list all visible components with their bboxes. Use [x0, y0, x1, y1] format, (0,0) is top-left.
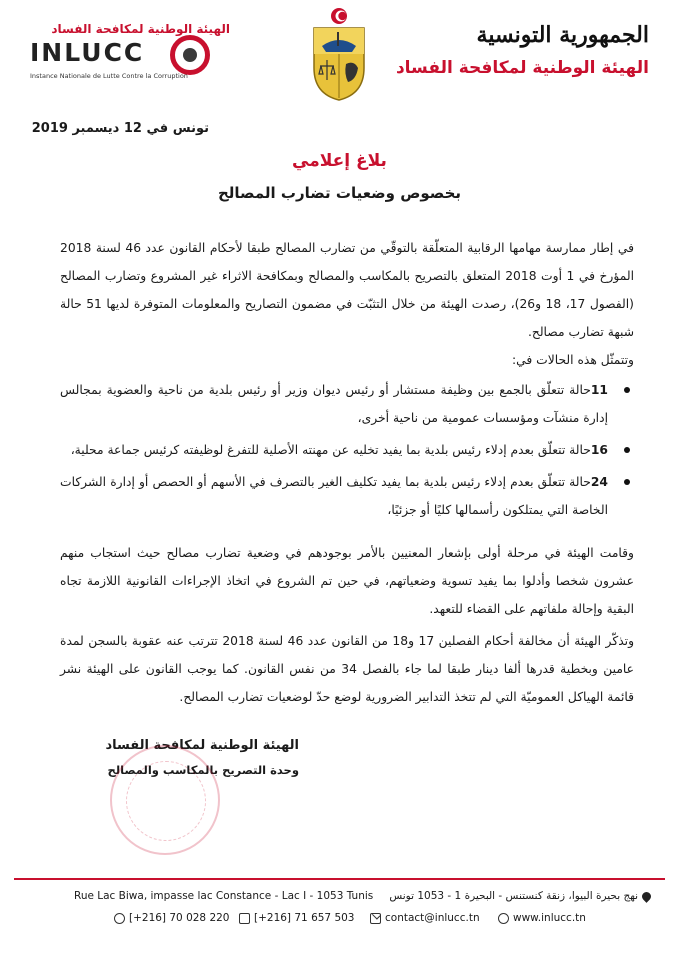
document-title: بلاغ إعلامي — [292, 151, 387, 171]
letterhead — [0, 0, 679, 115]
phone-primary — [114, 912, 230, 924]
logo-french-name: Instance Nationale de Lutte Contre la Corruption — [30, 72, 188, 80]
location-pin-icon — [640, 890, 653, 903]
cases-list — [60, 376, 634, 528]
coat-of-arms-icon — [308, 6, 370, 102]
address-french: Rue Lac Biwa, impasse lac Constance - Lac I - 1053 Tunis — [74, 890, 374, 902]
signature-authority: الهيئة الوطنية لمكافحة الفساد — [105, 738, 299, 753]
bullet-icon — [624, 479, 630, 485]
phone-fax-text: [+216] 71 657 503 — [254, 912, 355, 924]
envelope-icon — [370, 913, 381, 924]
phone-icon — [114, 913, 125, 924]
website-text[interactable]: www.inlucc.tn — [513, 912, 586, 924]
republic-name: الجمهورية التونسية — [476, 22, 649, 48]
document-subtitle: بخصوص وضعيات تضارب المصالح — [217, 184, 462, 202]
inlucc-logo — [30, 22, 230, 92]
phone-fax — [239, 912, 355, 924]
globe-icon — [498, 913, 509, 924]
email-contact[interactable] — [370, 912, 480, 924]
signature-unit: وحدة التصريح بالمكاسب والمصالح — [107, 763, 299, 777]
phone-primary-text: [+216] 70 028 220 — [129, 912, 230, 924]
case-text: حالة تتعلّق بالجمع بين وظيفة مستشار أو رئيس ديوان وزير أو رئيس بلدية من ناحية والعضوية بمجالس إدارة منشآت ومؤسسات عمومية من ناحية أخرى، — [60, 383, 608, 425]
bullet-icon — [624, 387, 630, 393]
logo-arabic-name: الهيئة الوطنية لمكافحة الفساد — [51, 22, 230, 36]
case-count: 24 — [590, 475, 608, 489]
paragraph-penalties: وتذكّر الهيئة أن مخالفة أحكام الفصلين 17 و18 من القانون عدد 46 لسنة 2018 تترتب عنه عقوبة بالسجن لمدة عامين وبخطية قدرها ألفا دينار طبقا لما جاء بالفصل 34 من نفس القانون. كما يوجب القانون على الهيئة نشر قائمة الهياكل العموميّة التي لم تتخذ التدابير الضرورية لوضع حدّ لوضعيات تضارب المصالح. — [60, 634, 635, 704]
paragraph-actions: وقامت الهيئة في مرحلة أولى بإشعار المعنيين بالأمر بوجودهم في وضعية تضارب مصالح حيث استجاب منهم عشرون شخصا وأدلوا بما يفيد تسوية وضعياتهم، في حين تم الشروع في اتخاذ الإجراءات القانونية اللازمة تجاه البقية وإحالة ملفاتهم على القضاء للتعهد. — [60, 546, 634, 616]
paragraph-cases-intro: وتتمثّل هذه الحالات في: — [511, 353, 634, 367]
document-date: تونس في 12 ديسمبر 2019 — [31, 121, 209, 136]
footer-contact-row — [14, 908, 665, 932]
address-arabic — [389, 890, 651, 902]
email-text[interactable]: contact@inlucc.tn — [385, 912, 480, 924]
eye-icon — [170, 35, 210, 75]
authority-name: الهيئة الوطنية لمكافحة الفساد — [395, 58, 649, 78]
list-item — [60, 376, 634, 432]
fax-icon — [239, 913, 250, 924]
case-text: حالة تتعلّق بعدم إدلاء رئيس بلدية بما يفيد تخليه عن مهنته الأصلية للتفرغ لوظيفته كرئيس جماعة محلية، — [70, 443, 591, 457]
footer-address-row — [14, 884, 665, 908]
list-item — [60, 468, 634, 524]
bullet-icon — [624, 447, 630, 453]
address-arabic-text: نهج بحيرة البيوا، زنقة كنستنس - البحيرة 1 - 1053 تونس — [389, 890, 638, 902]
footer-divider — [14, 878, 665, 880]
list-item — [60, 436, 634, 464]
paragraph-intro: في إطار ممارسة مهامها الرقابية المتعلّقة بالتوقّي من تضارب المصالح طبقا لأحكام القانون عدد 46 لسنة 2018 المؤرخ في 1 أوت 2018 المتعلق بالتصريح بالمكاسب والمصالح وبمكافحة الاثراء غير المشروع وتضارب المصالح (الفصول 17، 18 و26)، رصدت الهيئة من خلال التثبّت في مضمون التصاريح والمعلومات المتوفرة لديها 51 حالة شبهة تضارب مصالح. — [60, 241, 634, 339]
case-count: 16 — [590, 443, 608, 457]
republic-logo — [395, 22, 649, 92]
official-stamp — [110, 745, 220, 855]
website-link[interactable] — [498, 912, 586, 924]
logo-brand: INLUCC — [30, 38, 145, 67]
case-count: 11 — [590, 383, 608, 397]
case-text: حالة تتعلّق بعدم إدلاء رئيس بلدية بما يفيد تكليف الغير بالتصرف في الأسهم أو الحصص أو إدارة الشركات الخاصة التي يمتلكون رأسمالها كليًا أو جزئيًا، — [60, 475, 608, 517]
